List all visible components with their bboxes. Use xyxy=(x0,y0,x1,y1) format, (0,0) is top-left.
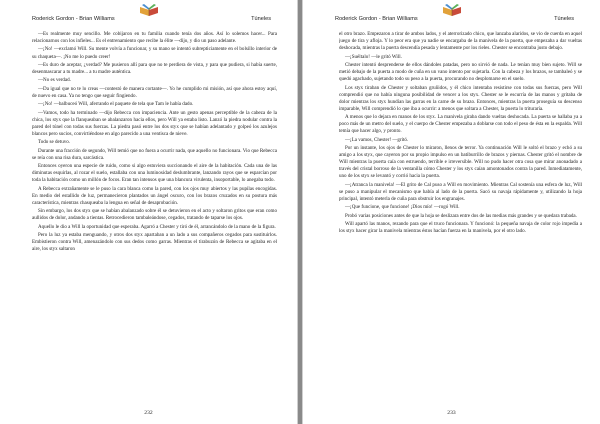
paragraph: A menos que lo dejara en manos de los styx. La manivela giraba dando vueltas deshocada. La puerta se hallaba ya a poco más de un metro del suelo, y el cuerpo de Chester empezaba a doblarse con todo el peso de ésta en la espalda. Will temía que hacer algo, y pronto. xyxy=(339,114,582,135)
right-page xyxy=(302,0,600,424)
paragraph: —¡No! —exclamó Will. Su mente volvía a funcionar, y su mano se intentó subrepticiamente en el bolsillo interior de su chaqueta—. ¡No me lo puedo creer! xyxy=(32,46,277,60)
paragraph: —¡Suéltalo! —le gritó Will. xyxy=(345,53,402,60)
right-page-text xyxy=(339,31,582,406)
paragraph: Aquello le dio a Will la oportunidad que esperaba. Agarró a Chester y tiró de él, arrancándolo de la mano de la figura. xyxy=(38,223,276,230)
paragraph: Probó varias posiciones antes de que la hoja se deslizara entre dos de las medias más grandes y se quedara trabada. xyxy=(345,212,577,219)
paragraph: —¡Que funcione, que funcione! ¡Dios mío! —rogó Will. xyxy=(345,204,460,211)
paragraph: —No es verdad. xyxy=(38,77,71,84)
page-number: 233 xyxy=(447,410,456,416)
paragraph: —¡No! —balbuceó Will, aferrando el paquete de tela que Tam le había dado. xyxy=(38,101,194,108)
page-number: 232 xyxy=(144,410,153,416)
paragraph: A Rebecca extrañamente se le puso la cara blanca como la pared, con los ojos muy abiertos y las pupilas encogidas. En medio del estallido de luz, permanecieron plantados un ángel oscuro, con los brazos cruzados en su postura más característica, mientras chasqueaba la lengua en señal de desaprobación. xyxy=(32,185,277,206)
paragraph: Pero la luz ya estaba menguando, y otros dos styx apartaban a un lado a sus compañeros cegados para sustituirlos. Embistieron contra Will, amenazándolo con sus dedos como garras. Mientras el tirabuzón de Rebecca se agitaba en el aire, los styx saltaron xyxy=(32,232,277,253)
header-title: Túneles xyxy=(554,16,574,22)
book-logo-icon xyxy=(441,4,463,18)
paragraph: Will apartó las manos, rezando para que el truco funcionara. Y funcionó: la pequeña navaja de color rojo impedía a los styx hacer girar la manivela mientras éstos hacían fuerza en la manivela, por el otro lado. xyxy=(339,221,582,235)
paragraph: Sin embargo, los dos styx que se habían abalanzado sobre él se detuvieron en el acto y soltaron gritos que eran como aullidos de dolor, andando a tientas. Retrocedieron tambaleándose, cegados, tratando de taparse los ojos. xyxy=(32,208,277,222)
paragraph: Los styx tiraban de Chester y soltaban gruñidos, y él chico intentaba resistirse con todas sus fuerzas, pero Will comprendió que no había ninguna posibilidad de vencer a los styx. Chester se le escurría de las manos y gritaba de dolor mientras los styx hundían las garras en la carne de su brazo. Entonces, mientras la puerta proseguía su descenso imparable, Will comprendió lo que iba a ocurrir: a menos que soltara a Chester, la puerta lo trituraría. xyxy=(339,84,582,112)
header-author: Roderick Gordon - Brian Williams xyxy=(335,16,418,22)
header-author: Roderick Gordon - Brian Williams xyxy=(32,16,115,22)
header-title: Túneles xyxy=(251,16,271,22)
paragraph: —Es duro de aceptar, ¿verdad? Me pusieron allí para que no te perdiera de vista, y para que pudiera, si había suerte, desenmascarar a tu madre... a tu madre auténtica. xyxy=(32,61,277,76)
paragraph: Chester intentó desprenderse de ellos dándoles patadas, pero no sirvió de nada. Le tenían muy bien sujeto. Will se metió debajo de la puerta a modo de cuña en un vano intento por sujetarla. Con la cabeza y los brazos, se tambaleó y se quedó agachado, sujetando todo su peso a la puerta, procurando no desplomarse en el suelo. xyxy=(339,61,582,83)
paragraph: Entonces oyeron una especie de ruido, como si algo estuviera succionando el aire de la habitación. Cada una de las diminutas esquirlas, al rozar el suelo, estallaba con una luminosidad deslumbrante, lanzando rayos que se esparcían por toda la habitación como un millón de focos. Eran tan intensos que una blancura virulenta, insoportable, lo anegaba todo. xyxy=(32,163,277,184)
left-page xyxy=(0,0,298,424)
paragraph: Durante una fracción de segundo, Will temió que no fuera a ocurrir nada, que aquello no funcionara. Vio que Rebecca se reía con una risa dura, sarcástica. xyxy=(32,147,277,161)
paragraph: —Vamos, todo ha terminado —dijo Rebecca con impaciencia. Ante un gesto apenas perceptible de la cabeza de la chica, los styx que la flanqueaban se abalanzaron hacia ellos, pero Will ya estaba listo. Lanzó la piedra nodular contra la pared del túnel con todas sus fuerzas. La piedra pasó entre los dos styx que se habían adelantado y golpeó los azulejos blancos pero sucios, convirtiéndose en algo parecido a una ventisca de nieve. xyxy=(32,109,277,137)
paragraph: —¡Atranca la manivela! —El grito de Cal puso a Will en movimiento. Mientras Cal sostenía una esfera de luz, Will se puso a manipular el mecanismo que había al lado de la puerta. Sacó su navaja rápidamente y, utilizando la hoja principal, intentó meterla de cuña para obstruir los engranajes. xyxy=(339,181,582,202)
paragraph: —Da igual que no te lo creas —contestó de manera cortante—. Yo he cumplido mi misión, así que ahora estoy aquí, de nuevo en casa. Ya no tengo que seguir fingiendo. xyxy=(32,85,277,99)
left-page-text xyxy=(32,31,277,406)
paragraph: el otro brazo. Empezaron a tirar de ambos lados, y el aterrorizado chico, que lanzaba alaridos, se vio de cuerda en aquel juego de tira y afloja. Y lo peor era que ya nadie se encargaba de la manivela de la puerta, que empezaba a dar vueltas deshocada, mientras la puerta descendía pesada y lentamente por los rieles. Chester se encontraba justo debajo. xyxy=(339,31,582,52)
paragraph: Por un instante, los ojos de Chester lo miraron, llenos de terror. Ya continuación Will le soltó el brazo y echó a su amigo a los styx, que cayeron por su propio impulso en un batiburrillo de brazos y piernas. Chester gritó el nombre de Will mientras la puerta caía con estruendo, terrible e irreversible. Will no pudo hacer otra cosa que mirar anonadado a través del cristal borroso de la ventanilla cómo Chester y los styx caían amontonados contra la pared. Inmediatamente, uno de los styx se levantó y corrió hacia la puerta. xyxy=(339,145,582,180)
paragraph: —Es realmente muy sencillo. Me cobijaron en tu familia cuando tenía dos años. Así lo solemos hacer... Para relacionarnos con los infieles... Es el entrenamiento que recibe la élite —dijo, y dio un paso adelante. xyxy=(32,31,277,45)
paragraph: —¡La vamos, Chester! —gritó. xyxy=(345,136,409,143)
paragraph: Todo se detuvo. xyxy=(38,139,71,146)
book-logo-icon xyxy=(138,4,160,18)
